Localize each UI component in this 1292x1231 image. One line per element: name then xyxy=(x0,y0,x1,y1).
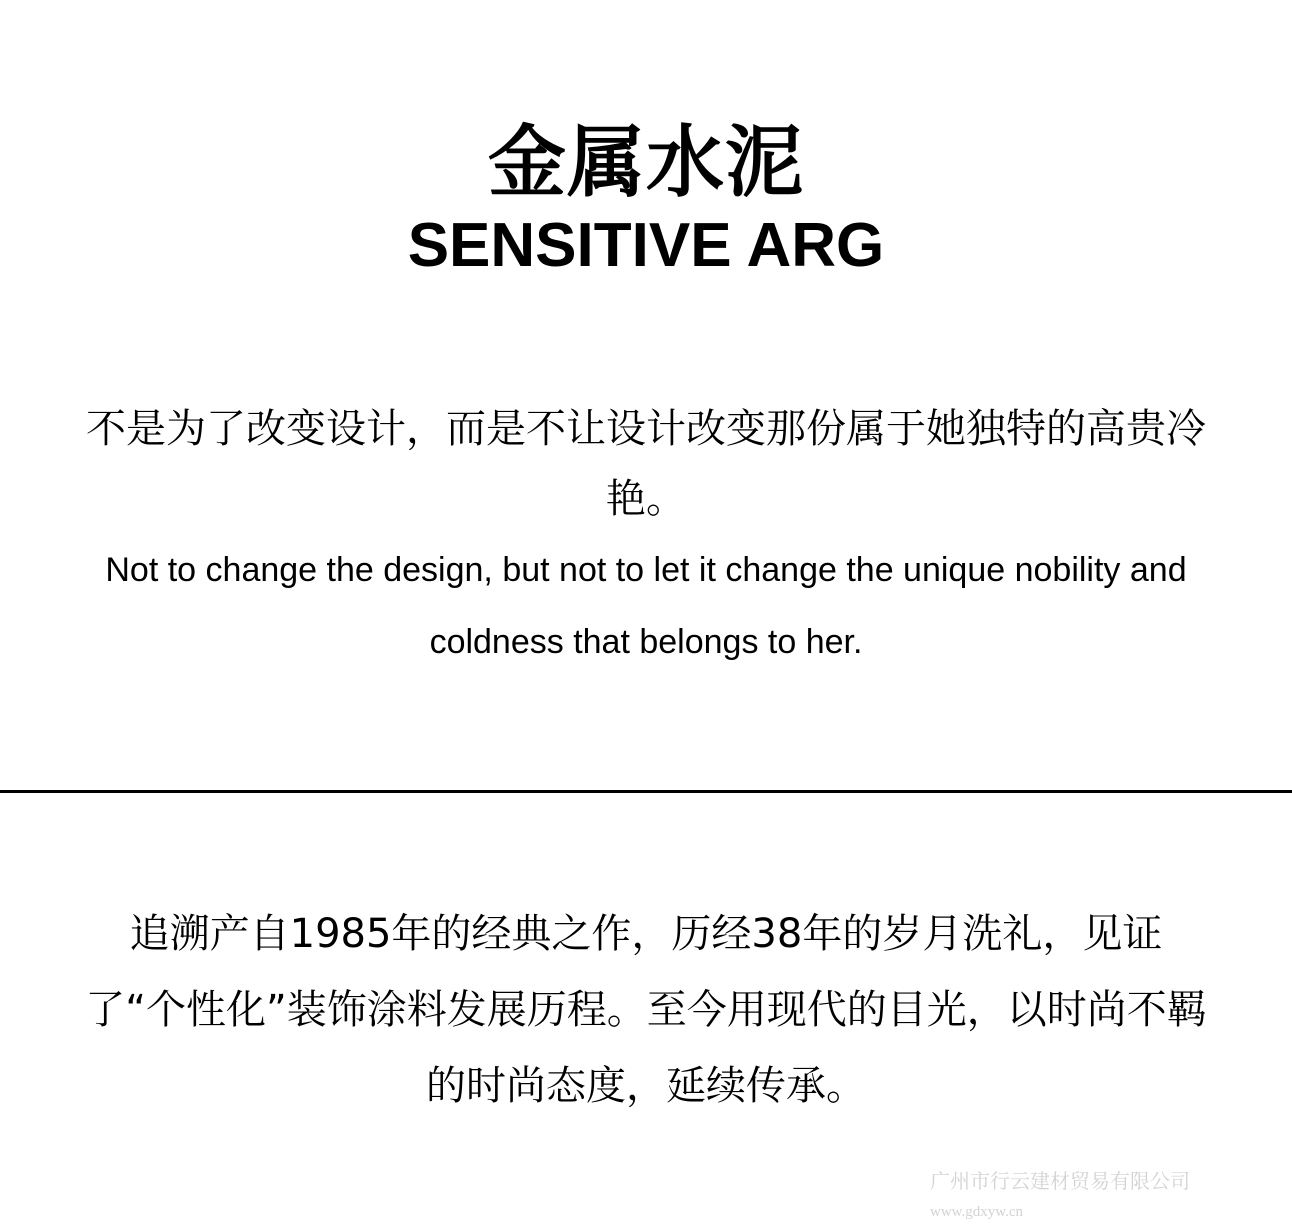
page-title-english: SENSITIVE ARG xyxy=(407,211,885,280)
watermark-url: www.gdxyw.cn xyxy=(930,1204,1024,1220)
page-title-chinese: 金属水泥 xyxy=(487,118,804,208)
history-chinese-text: 追溯产自1985年的经典之作，历经38年的岁月洗礼，见证了“个性化”装饰涂料发展历程。至今用现代的目光，以时尚不羁的时尚态度，延续传承。 xyxy=(85,911,1207,1109)
intro-chinese-text: 不是为了改变设计，而是不让设计改变那份属于她独特的高贵冷艳。 xyxy=(86,406,1206,522)
watermark-company: 广州市行云建材贸易有限公司 xyxy=(930,1169,1190,1193)
section-divider xyxy=(0,790,1292,793)
intro-english-text: Not to change the design, but not to let it change the unique nobility and coldness that belongs to her. xyxy=(105,551,1187,661)
